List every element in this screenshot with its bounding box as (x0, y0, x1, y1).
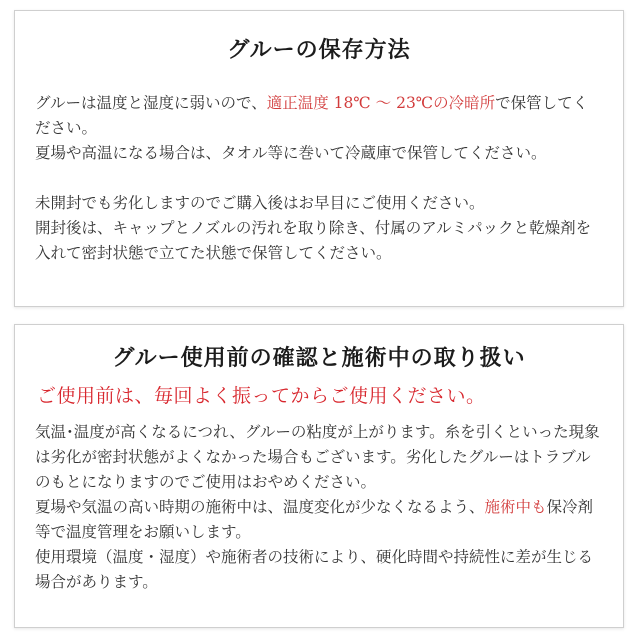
storage-p1-text-end: で保管してください。 (35, 94, 589, 137)
handling-paragraph-1: 気温･温度が高くなるにつれ、グルーの粘度が上がります。糸を引くといった現象は劣化が密封状態がよくなかった場合もございます。劣化したグルーはトラブルのもとになりますのでご使用はおやめください。 (35, 423, 600, 491)
storage-paragraph-2: 夏場や高温になる場合は、タオル等に巻いて冷蔵庫で保管してください。 (35, 144, 547, 162)
storage-text-block-1 (15, 91, 623, 166)
handling-paragraph-3: 使用環境（温度・湿度）や施術者の技術により、硬化時間や持続性に差が生じる場合があります。 (35, 548, 594, 591)
handling-cooling-highlight: 施術中も (484, 498, 547, 516)
storage-paragraph-3: 未開封でも劣化しますのでご購入後はお早目にご使用ください。 (35, 194, 485, 212)
shake-notice: ご使用前は、毎回よく振ってからご使用ください。 (37, 385, 486, 407)
storage-card (14, 10, 624, 307)
handling-p2-text-end: 保冷剤等で温度管理をお願いします。 (35, 498, 594, 541)
storage-paragraph-1 (35, 91, 603, 141)
storage-title: グルーの保存方法 (227, 37, 411, 63)
storage-paragraph-4: 開封後は、キャップとノズルの汚れを取り除き、付属のアルミパックと乾燥剤を入れて密封状態で立てた状態で保管してください。 (35, 219, 592, 262)
handling-paragraph-2 (35, 495, 603, 545)
storage-p1-text: グルーは温度と湿度に弱いので、 (35, 94, 267, 112)
handling-p2-text: 夏場や気温の高い時期の施術中は、温度変化が少なくなるよう、 (35, 498, 485, 516)
handling-card (14, 324, 624, 628)
storage-text-block-2 (15, 191, 623, 266)
storage-temperature-highlight: 適正温度 18℃ ～ 23℃の冷暗所 (266, 94, 496, 112)
handling-title: グルー使用前の確認と施術中の取り扱い (112, 345, 526, 371)
handling-text-block (15, 420, 623, 595)
